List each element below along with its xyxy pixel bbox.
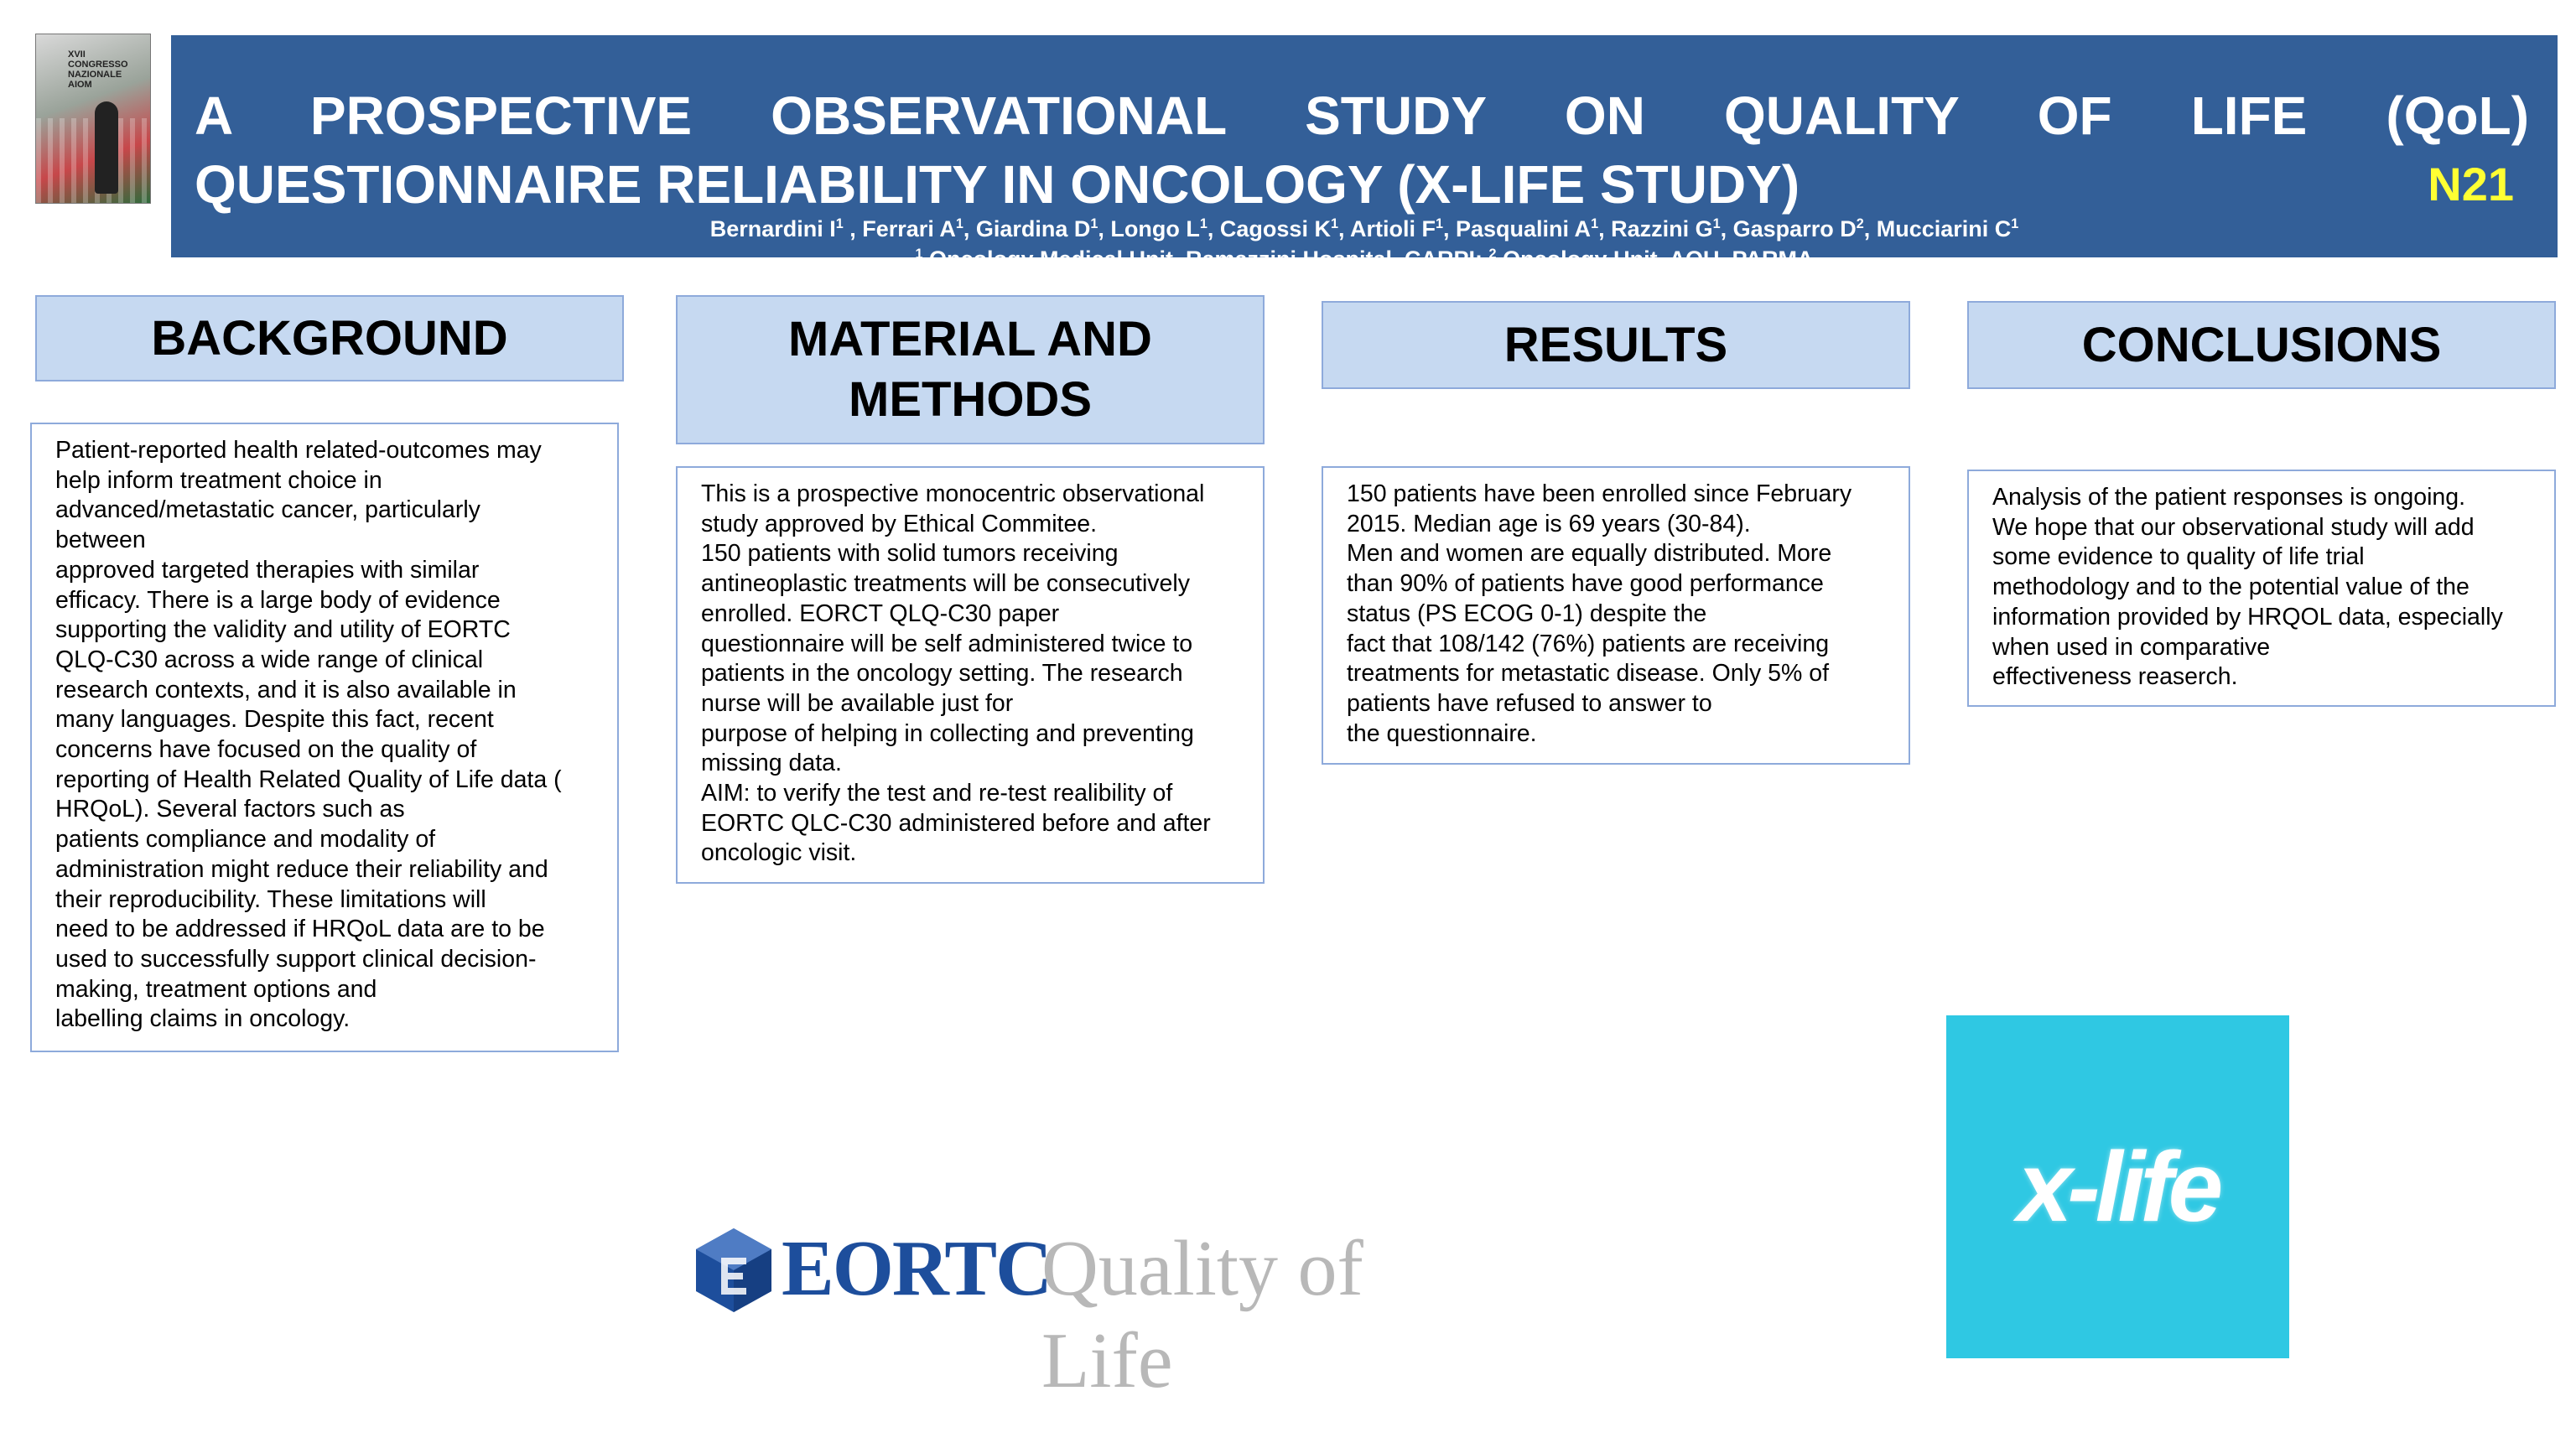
text-line: status (PS ECOG 0-1) despite the	[1347, 599, 1707, 627]
author-separator: ,	[843, 216, 863, 241]
text-line: reporting of Health Related Quality of Life data (	[55, 766, 562, 793]
text-line: HRQoL). Several factors such as	[55, 796, 405, 823]
text-line: concerns have focused on the quality of	[55, 736, 477, 764]
text-line: Analysis of the patient responses is ongoing.	[1992, 484, 2466, 511]
thumbnail-caption	[68, 49, 127, 90]
text-line: nurse will be available just for	[701, 689, 1014, 717]
text-line: This is a prospective monocentric observational	[701, 480, 1205, 507]
methods-heading	[676, 295, 1265, 444]
text-line: patients in the oncology setting. The research	[701, 660, 1183, 688]
text-line: missing data.	[701, 750, 842, 777]
methods-text	[701, 480, 1239, 869]
author-affiliation-marker: 1	[1591, 216, 1599, 231]
author-affiliation-marker: 1	[1435, 216, 1443, 231]
text-line: purpose of helping in collecting and preventing	[701, 719, 1194, 747]
text-line: AIM: to verify the test and re-test realibility of	[701, 780, 1173, 807]
eortc-wordmark: EORTC	[782, 1225, 1051, 1312]
affiliation-1: Oncology Medical Unit, Ramazzini Hospital, CARPI;	[922, 247, 1489, 272]
thumbnail-wall-graphic	[36, 118, 151, 204]
author-separator: ,	[963, 216, 976, 241]
conclusions-heading-text: CONCLUSIONS	[2081, 317, 2442, 372]
affiliation-marker: 1	[915, 247, 923, 262]
author-name: Razzini G	[1611, 216, 1713, 241]
text-line: Men and women are equally distributed. More	[1347, 540, 1832, 568]
text-line: between	[55, 527, 146, 554]
author-affiliation-marker: 1	[1330, 216, 1338, 231]
text-line: research contexts, and it is also available in	[55, 676, 517, 703]
conclusions-text	[1992, 483, 2531, 693]
text-line: supporting the validity and utility of EORTC	[55, 616, 511, 644]
author-separator: ,	[1207, 216, 1220, 241]
conclusions-body	[1967, 470, 2556, 707]
poster-title-line-2: QUESTIONNAIRE RELIABILITY IN ONCOLOGY (X-LIFE STUDY)	[195, 154, 1800, 215]
text-line: labelling claims in oncology.	[55, 1005, 351, 1033]
author-affiliation-marker: 1	[835, 216, 844, 231]
text-line: patients have refused to answer to	[1347, 689, 1712, 717]
author-separator: ,	[1598, 216, 1612, 241]
text-line: need to be addressed if HRQoL data are to be	[55, 916, 545, 943]
background-text	[55, 436, 594, 1035]
text-line: information provided by HRQOL data, especially	[1992, 603, 2503, 631]
author-name: Pasqualini A	[1456, 216, 1592, 241]
text-line: We hope that our observational study will add	[1992, 513, 2475, 541]
conclusions-heading	[1967, 301, 2556, 389]
eortc-quality-of-life-logo	[688, 1216, 1476, 1404]
text-line: enrolled. EORCT QLQ-C30 paper	[701, 599, 1060, 627]
thumbnail-line: NAZIONALE	[68, 70, 122, 80]
methods-heading-line-1: MATERIAL AND	[788, 312, 1152, 366]
text-line: than 90% of patients have good performance	[1347, 570, 1824, 598]
author-affiliation-marker: 1	[2011, 216, 2019, 231]
text-line: methodology and to the potential value of the	[1992, 573, 2470, 601]
text-line: many languages. Despite this fact, recent	[55, 706, 494, 734]
text-line: 2015. Median age is 69 years (30-84).	[1347, 510, 1751, 537]
text-line: effectiveness reaserch.	[1992, 663, 2238, 691]
thumbnail-figure-graphic	[95, 101, 118, 194]
author-name: Longo L	[1110, 216, 1200, 241]
congress-poster-thumbnail	[35, 34, 151, 204]
affiliations	[171, 244, 2558, 274]
author-name: Cagossi K	[1219, 216, 1331, 241]
methods-heading-line-2: METHODS	[849, 372, 1092, 427]
text-line: administration might reduce their reliability and	[55, 855, 548, 883]
eortc-cube-icon	[688, 1224, 780, 1316]
text-line: EORTC QLC-C30 administered before and after	[701, 809, 1211, 837]
text-line: Patient-reported health related-outcomes may	[55, 437, 542, 464]
results-body	[1322, 466, 1910, 765]
affiliation-marker: 2	[1488, 247, 1497, 262]
author-affiliation-marker: 1	[1199, 216, 1208, 231]
author-separator: ,	[1337, 216, 1350, 241]
thumbnail-line: CONGRESSO	[68, 60, 128, 70]
poster-title-line-1: A PROSPECTIVE OBSERVATIONAL STUDY ON QUALITY OF LIFE (QoL)	[195, 86, 2529, 146]
results-heading-text: RESULTS	[1504, 317, 1728, 372]
text-line: used to successfully support clinical decision-	[55, 945, 537, 973]
text-line: some evidence to quality of life trial	[1992, 543, 2365, 571]
author-separator: ,	[1720, 216, 1733, 241]
text-line: treatments for metastatic disease. Only 5% of	[1347, 660, 1829, 688]
author-name: Ferrari A	[862, 216, 956, 241]
text-line: fact that 108/142 (76%) patients are receiving	[1347, 630, 1830, 657]
author-name: Artioli F	[1349, 216, 1436, 241]
author-affiliation-marker: 1	[955, 216, 963, 231]
text-line: advanced/metastatic cancer, particularly	[55, 496, 480, 524]
text-line: 150 patients have been enrolled since February	[1347, 480, 1852, 507]
text-line: QLQ-C30 across a wide range of clinical	[55, 646, 484, 673]
title-banner	[171, 35, 2558, 272]
author-affiliation-marker: 1	[1090, 216, 1098, 231]
thumbnail-line: XVII	[68, 49, 86, 60]
text-line: help inform treatment choice in	[55, 466, 382, 494]
text-line: study approved by Ethical Commitee.	[701, 510, 1098, 537]
text-line: 150 patients with solid tumors receiving	[701, 540, 1119, 568]
author-separator: ,	[1098, 216, 1111, 241]
author-affiliation-marker: 1	[1712, 216, 1721, 231]
author-separator: ,	[1443, 216, 1457, 241]
author-name: Mucciarini C	[1876, 216, 2012, 241]
author-name: Giardina D	[975, 216, 1091, 241]
results-heading	[1322, 301, 1910, 389]
results-text	[1347, 480, 1885, 749]
text-line: patients compliance and modality of	[55, 826, 436, 854]
text-line: oncologic visit.	[701, 839, 857, 867]
methods-body	[676, 466, 1265, 884]
text-line: efficacy. There is a large body of evidence	[55, 586, 501, 614]
author-separator: ,	[1863, 216, 1877, 241]
text-line: when used in comparative	[1992, 633, 2271, 661]
author-name: Gasparro D	[1732, 216, 1857, 241]
text-line: antineoplastic treatments will be consecutively	[701, 570, 1190, 598]
affiliation-2: Oncology Unit, AOU, PARMA	[1496, 247, 1814, 272]
text-line: the questionnaire.	[1347, 719, 1537, 747]
background-heading	[35, 295, 624, 381]
background-body	[30, 423, 619, 1052]
quality-of-life-wordmark: Quality of Life	[1041, 1225, 1363, 1404]
author-name: Bernardini I	[709, 216, 836, 241]
x-life-logo	[1946, 1015, 2289, 1358]
author-affiliation-marker: 2	[1856, 216, 1864, 231]
author-list	[171, 214, 2558, 244]
text-line: questionnaire will be self administered twice to	[701, 630, 1193, 657]
text-line: approved targeted therapies with similar	[55, 556, 480, 584]
poster-code: N21	[2428, 158, 2514, 210]
thumbnail-line: AIOM	[68, 80, 92, 90]
background-heading-text: BACKGROUND	[151, 310, 508, 366]
text-line: their reproducibility. These limitations will	[55, 885, 486, 913]
text-line: making, treatment options and	[55, 975, 377, 1003]
x-life-wordmark: x-life	[2017, 1131, 2219, 1243]
